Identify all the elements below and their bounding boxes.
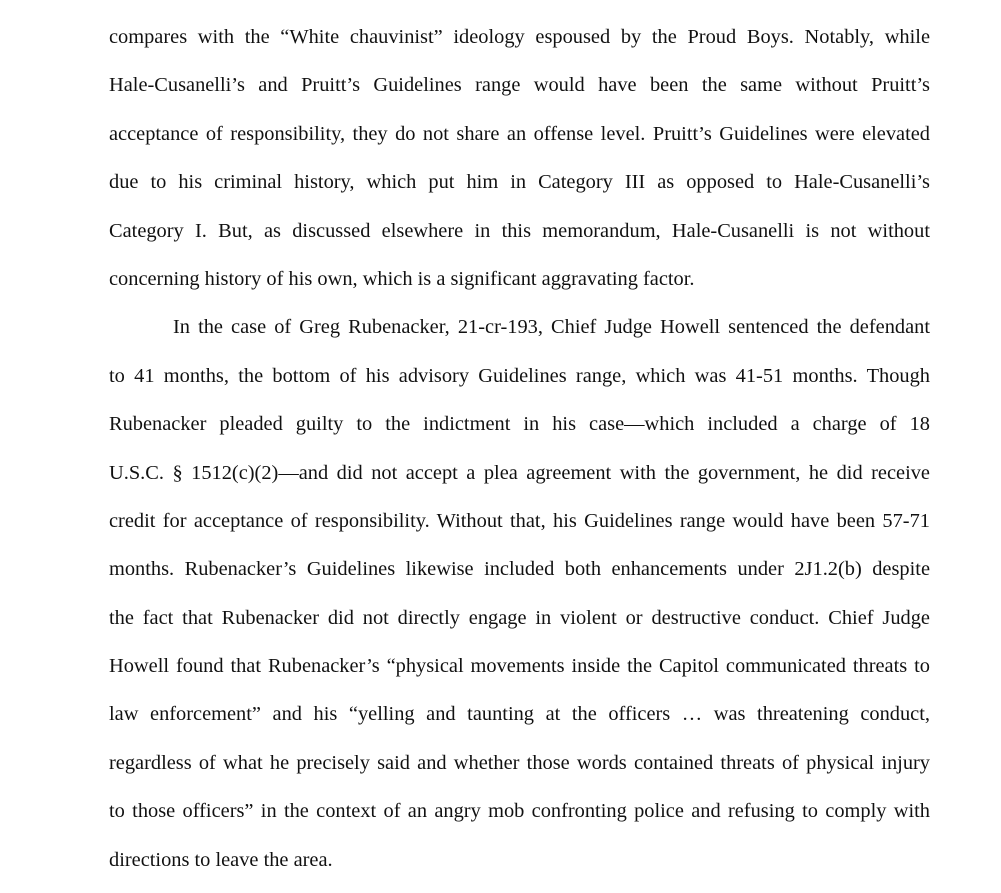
text-line: to those officers” in the context of an angry mob confronting police and refusing to comply with bbox=[109, 800, 930, 823]
text-line: regardless of what he precisely said and whether those words contained threats of physical injury bbox=[109, 751, 930, 774]
text-line: due to his criminal history, which put him in Category III as opposed to Hale-Cusanelli’s bbox=[109, 171, 930, 194]
text-line: to 41 months, the bottom of his advisory Guidelines range, which was 41-51 months. Though bbox=[109, 364, 930, 387]
text-line: Hale-Cusanelli’s and Pruitt’s Guidelines range would have been the same without Pruitt’s bbox=[109, 74, 930, 97]
text-line: months. Rubenacker’s Guidelines likewise included both enhancements under 2J1.2(b) despite bbox=[109, 558, 930, 581]
text-line: In the case of Greg Rubenacker, 21-cr-193, Chief Judge Howell sentenced the defendant bbox=[173, 316, 930, 339]
text-line: directions to leave the area. bbox=[109, 848, 333, 871]
text-line: credit for acceptance of responsibility. Without that, his Guidelines range would have been 57-71 bbox=[109, 509, 930, 532]
text-line: acceptance of responsibility, they do not share an offense level. Pruitt’s Guidelines were elevated bbox=[109, 122, 930, 145]
text-line: concerning history of his own, which is a significant aggravating factor. bbox=[109, 267, 695, 290]
text-line: compares with the “White chauvinist” ideology espoused by the Proud Boys. Notably, while bbox=[109, 26, 930, 48]
text-line: Category I. But, as discussed elsewhere in this memorandum, Hale-Cusanelli is not without bbox=[109, 219, 930, 242]
text-line: Howell found that Rubenacker’s “physical movements inside the Capitol communicated threats to bbox=[109, 655, 930, 678]
text-line: Rubenacker pleaded guilty to the indictment in his case—which included a charge of 18 bbox=[109, 413, 930, 436]
document-body bbox=[109, 22, 930, 893]
paragraph-2 bbox=[109, 312, 930, 893]
paragraph-1 bbox=[109, 22, 930, 312]
text-line: U.S.C. § 1512(c)(2)—and did not accept a plea agreement with the government, he did receive bbox=[109, 461, 930, 484]
text-line: the fact that Rubenacker did not directly engage in violent or destructive conduct. Chief Judge bbox=[109, 606, 930, 629]
text-line: law enforcement” and his “yelling and taunting at the officers … was threatening conduct, bbox=[109, 703, 930, 726]
